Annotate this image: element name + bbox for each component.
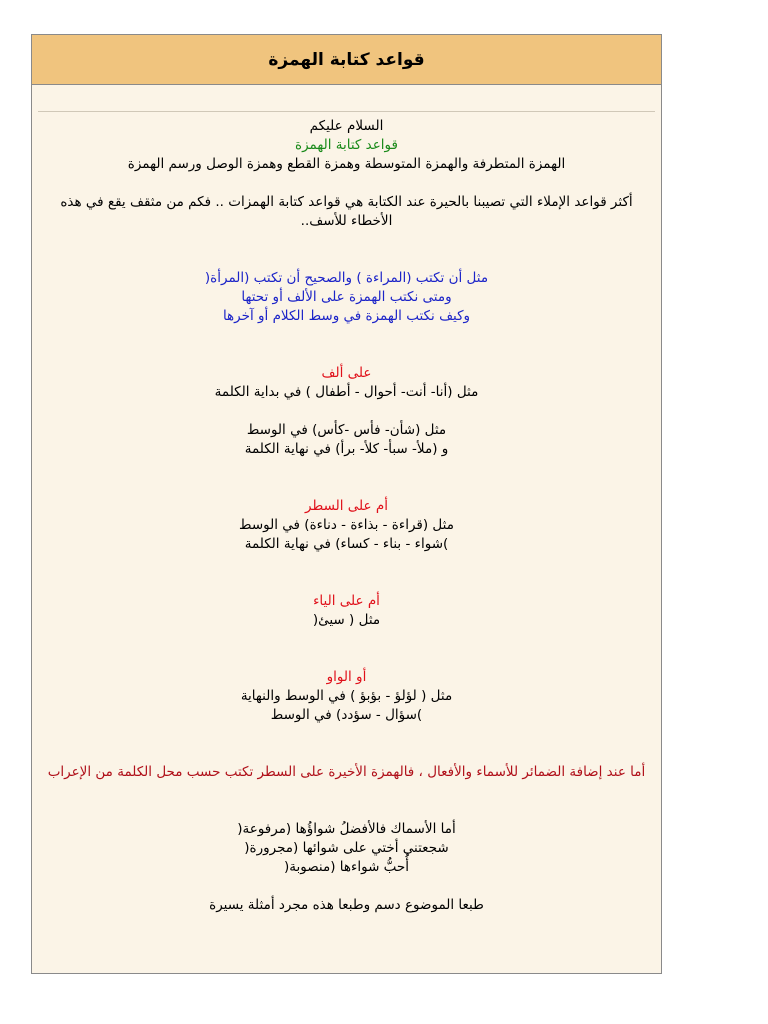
example-line: مثل ( سيئ( [312,612,381,628]
question-line: مثل أن تكتب (المراءة ) والصحيح أن تكتب (المرأة( [204,270,489,286]
example-line: مثل (قراءة - بذاءة - دناءة) في الوسط [239,517,454,533]
intro-paragraph: أكثر قواعد الإملاء التي تصيبنا بالحيرة عند الكتابة هي قواعد كتابة الهمزات .. فكم من مثقف يقع في هذه الأخطاء للأسف.. [60,194,633,229]
case-line: أما الأسماك فالأفضلُ شواؤُها (مرفوعة( [237,821,456,837]
article-body [42,117,651,915]
subtitle: قواعد كتابة الهمزة [295,137,398,153]
section-heading-ya: أم على الياء [313,593,380,609]
greeting: السلام عليكم [309,118,384,134]
closing-line: طبعا الموضوع دسم وطبعا هذه مجرد أمثلة يسيرة [209,897,484,913]
example-line: )شواء - بناء - كساء) في نهاية الكلمة [244,536,449,552]
case-line: شجعتني أختي على شوائها (مجرورة( [244,840,449,856]
section-heading-alif: على ألف [321,365,372,381]
section-heading-waw: أو الواو [326,669,367,685]
section-heading-line: أم على السطر [305,498,388,514]
article-frame [31,34,662,974]
case-line: أُحبُّ شواءها (منصوبة( [283,859,410,875]
question-line: ومتى نكتب الهمزة على الألف أو تحتها [241,289,452,305]
example-line: مثل (شأن- فأس -كأس) في الوسط [246,422,447,438]
hamza-types: الهمزة المتطرفة والهمزة المتوسطة وهمزة القطع وهمزة الوصل ورسم الهمزة [127,156,566,172]
title-bar [32,35,661,85]
example-line: )سؤال - سؤدد) في الوسط [270,707,423,723]
pronoun-note: أما عند إضافة الضمائر للأسماء والأفعال ، فالهمزة الأخيرة على السطر تكتب حسب محل الكلمة من الإعراب [47,764,646,780]
example-line: مثل ( لؤلؤ - بؤبؤ ) في الوسط والنهاية [240,688,453,704]
example-line: و (ملأ- سبأ- كلأ- برأ) في نهاية الكلمة [244,441,449,457]
page-title: قواعد كتابة الهمزة [268,49,425,70]
divider [38,111,655,112]
example-line: مثل (أنا- أنت- أحوال - أطفال ) في بداية الكلمة [214,384,479,400]
question-line: وكيف نكتب الهمزة في وسط الكلام أو آخرها [222,308,471,324]
